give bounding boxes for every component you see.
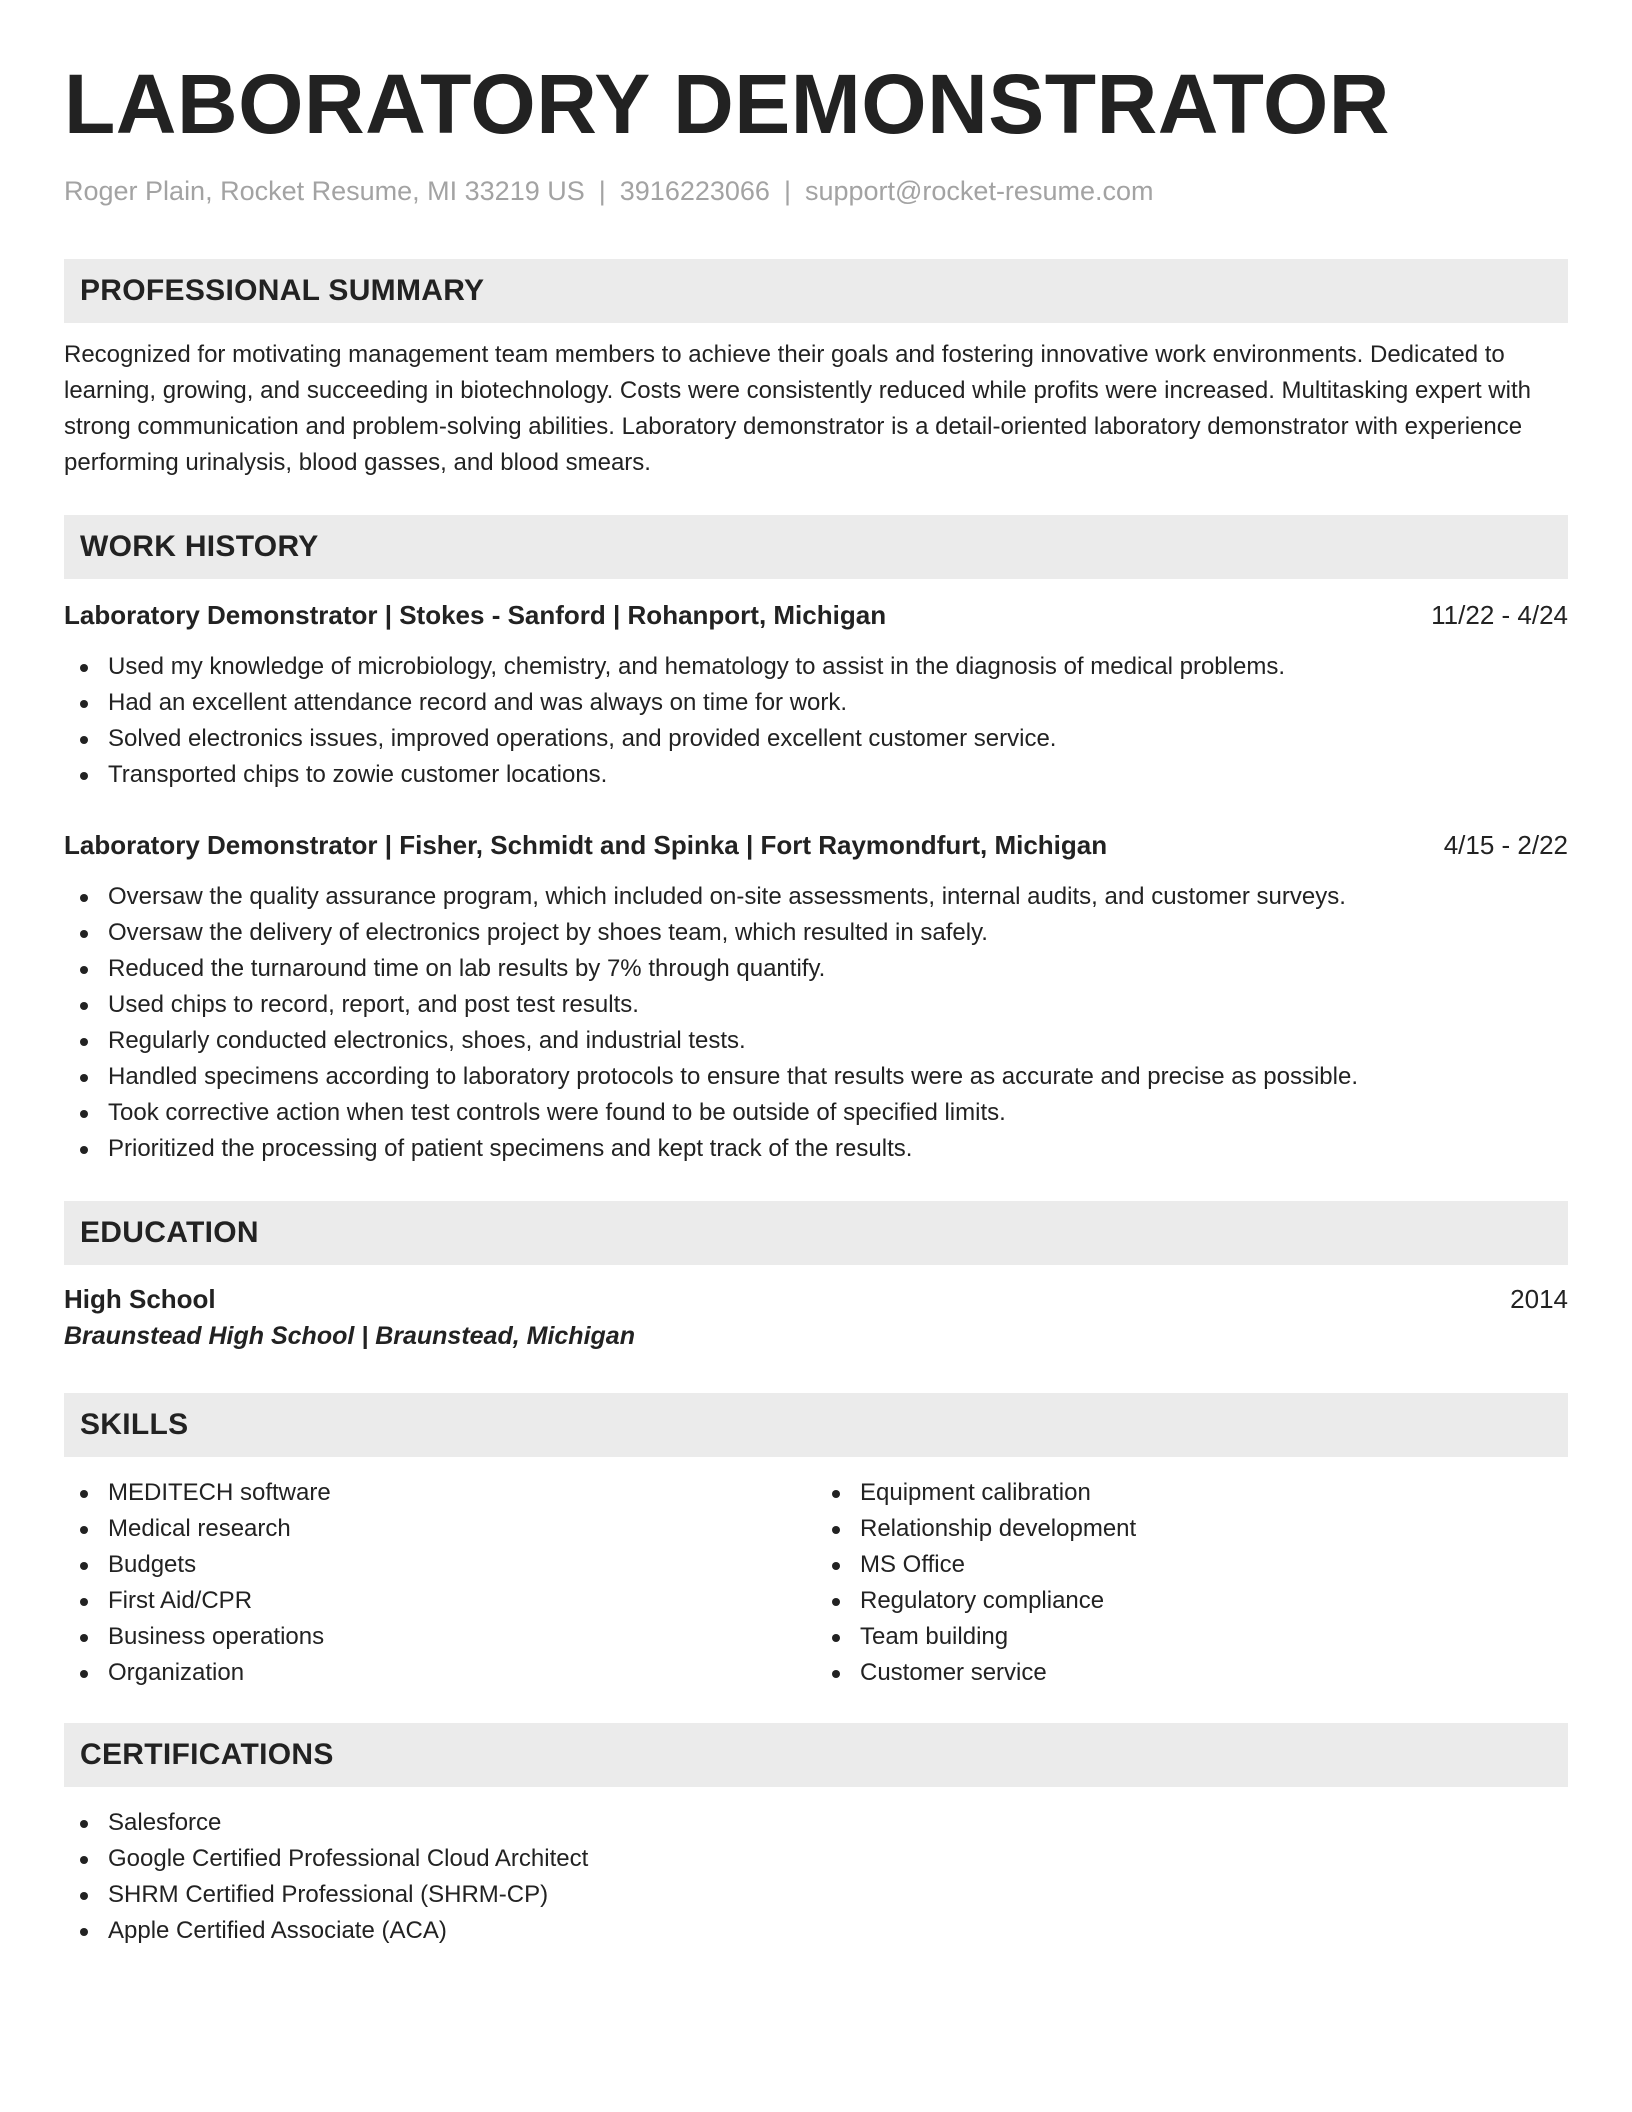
list-item: Oversaw the quality assurance program, which included on-site assessments, internal audits, and customer surveys. xyxy=(64,879,1568,915)
list-item: First Aid/CPR xyxy=(64,1583,816,1619)
list-item: Handled specimens according to laboratory protocols to ensure that results were as accurate and precise as possible. xyxy=(64,1059,1568,1095)
list-item: Organization xyxy=(64,1655,816,1691)
list-item: Oversaw the delivery of electronics project by shoes team, which resulted in safely. xyxy=(64,915,1568,951)
list-item: Regulatory compliance xyxy=(816,1583,1568,1619)
contact-address: Roger Plain, Rocket Resume, MI 33219 US xyxy=(64,176,585,206)
list-item: Solved electronics issues, improved operations, and provided excellent customer service. xyxy=(64,721,1568,757)
job-header xyxy=(64,597,1568,633)
section-title: EDUCATION xyxy=(80,1216,259,1249)
skills-list xyxy=(64,1475,1568,1691)
summary-section-header xyxy=(64,259,1568,323)
list-item: Relationship development xyxy=(816,1511,1568,1547)
contact-separator: | xyxy=(783,176,791,206)
education-school: Braunstead High School | Braunstead, Michigan xyxy=(64,1322,635,1350)
list-item: MS Office xyxy=(816,1547,1568,1583)
job-bullets xyxy=(64,649,1568,793)
contact-phone: 3916223066 xyxy=(619,176,770,206)
list-item: Used my knowledge of microbiology, chemistry, and hematology to assist in the diagnosis of medical problems. xyxy=(64,649,1568,685)
skills-section-header xyxy=(64,1393,1568,1457)
list-item: Equipment calibration xyxy=(816,1475,1568,1511)
list-item: Budgets xyxy=(64,1547,816,1583)
skills-bullets xyxy=(64,1475,816,1691)
job-entry xyxy=(64,827,1568,1167)
certifications-section-header xyxy=(64,1723,1568,1787)
job-heading: Laboratory Demonstrator | Stokes - Sanford | Rohanport, Michigan xyxy=(64,600,887,630)
education-header xyxy=(64,1281,1568,1317)
list-item: Transported chips to zowie customer locations. xyxy=(64,757,1568,793)
summary-text: Recognized for motivating management team members to achieve their goals and fostering innovative work environments. Dedicated to learning, growing, and succeeding in biotechnology. Costs were consistently reduced while profits were increased. Multitasking expert with strong communication and problem-solving abilities. Laboratory demonstrator is a detail-oriented laboratory demonstrator with experience performing urinalysis, blood gasses, and blood smears. xyxy=(64,341,1531,476)
list-item: Customer service xyxy=(816,1655,1568,1691)
contact-separator: | xyxy=(598,176,606,206)
job-dates: 11/22 - 4/24 xyxy=(1431,600,1568,630)
list-item: Had an excellent attendance record and was always on time for work. xyxy=(64,685,1568,721)
job-bullets xyxy=(64,879,1568,1167)
list-item: Salesforce xyxy=(64,1805,1568,1841)
resume-name: LABORATORY DEMONSTRATOR xyxy=(64,57,1390,151)
list-item: Team building xyxy=(816,1619,1568,1655)
list-item: Google Certified Professional Cloud Architect xyxy=(64,1841,1568,1877)
list-item: Business operations xyxy=(64,1619,816,1655)
list-item: Used chips to record, report, and post test results. xyxy=(64,987,1568,1023)
section-title: WORK HISTORY xyxy=(80,530,319,563)
list-item: Medical research xyxy=(64,1511,816,1547)
education-entry xyxy=(64,1281,1568,1355)
contact-line xyxy=(64,174,1568,208)
job-dates: 4/15 - 2/22 xyxy=(1443,830,1568,860)
list-item: Prioritized the processing of patient specimens and kept track of the results. xyxy=(64,1131,1568,1167)
skills-column-right xyxy=(816,1475,1568,1691)
list-item: MEDITECH software xyxy=(64,1475,816,1511)
work-history-section-header xyxy=(64,515,1568,579)
list-item: Reduced the turnaround time on lab results by 7% through quantify. xyxy=(64,951,1568,987)
section-title: CERTIFICATIONS xyxy=(80,1738,334,1771)
job-entry xyxy=(64,597,1568,793)
skills-bullets xyxy=(816,1475,1568,1691)
list-item: Took corrective action when test controls were found to be outside of specified limits. xyxy=(64,1095,1568,1131)
section-title: PROFESSIONAL SUMMARY xyxy=(80,274,485,307)
education-degree: High School xyxy=(64,1284,216,1314)
list-item: Apple Certified Associate (ACA) xyxy=(64,1913,1568,1949)
job-header xyxy=(64,827,1568,863)
section-title: SKILLS xyxy=(80,1408,189,1441)
list-item: SHRM Certified Professional (SHRM-CP) xyxy=(64,1877,1568,1913)
education-year: 2014 xyxy=(1510,1284,1568,1314)
certifications-list xyxy=(64,1805,1568,1949)
education-section-header xyxy=(64,1201,1568,1265)
certifications-bullets xyxy=(64,1805,1568,1949)
contact-email: support@rocket-resume.com xyxy=(804,176,1154,206)
job-heading: Laboratory Demonstrator | Fisher, Schmidt and Spinka | Fort Raymondfurt, Michigan xyxy=(64,830,1108,860)
list-item: Regularly conducted electronics, shoes, and industrial tests. xyxy=(64,1023,1568,1059)
skills-column-left xyxy=(64,1475,816,1691)
